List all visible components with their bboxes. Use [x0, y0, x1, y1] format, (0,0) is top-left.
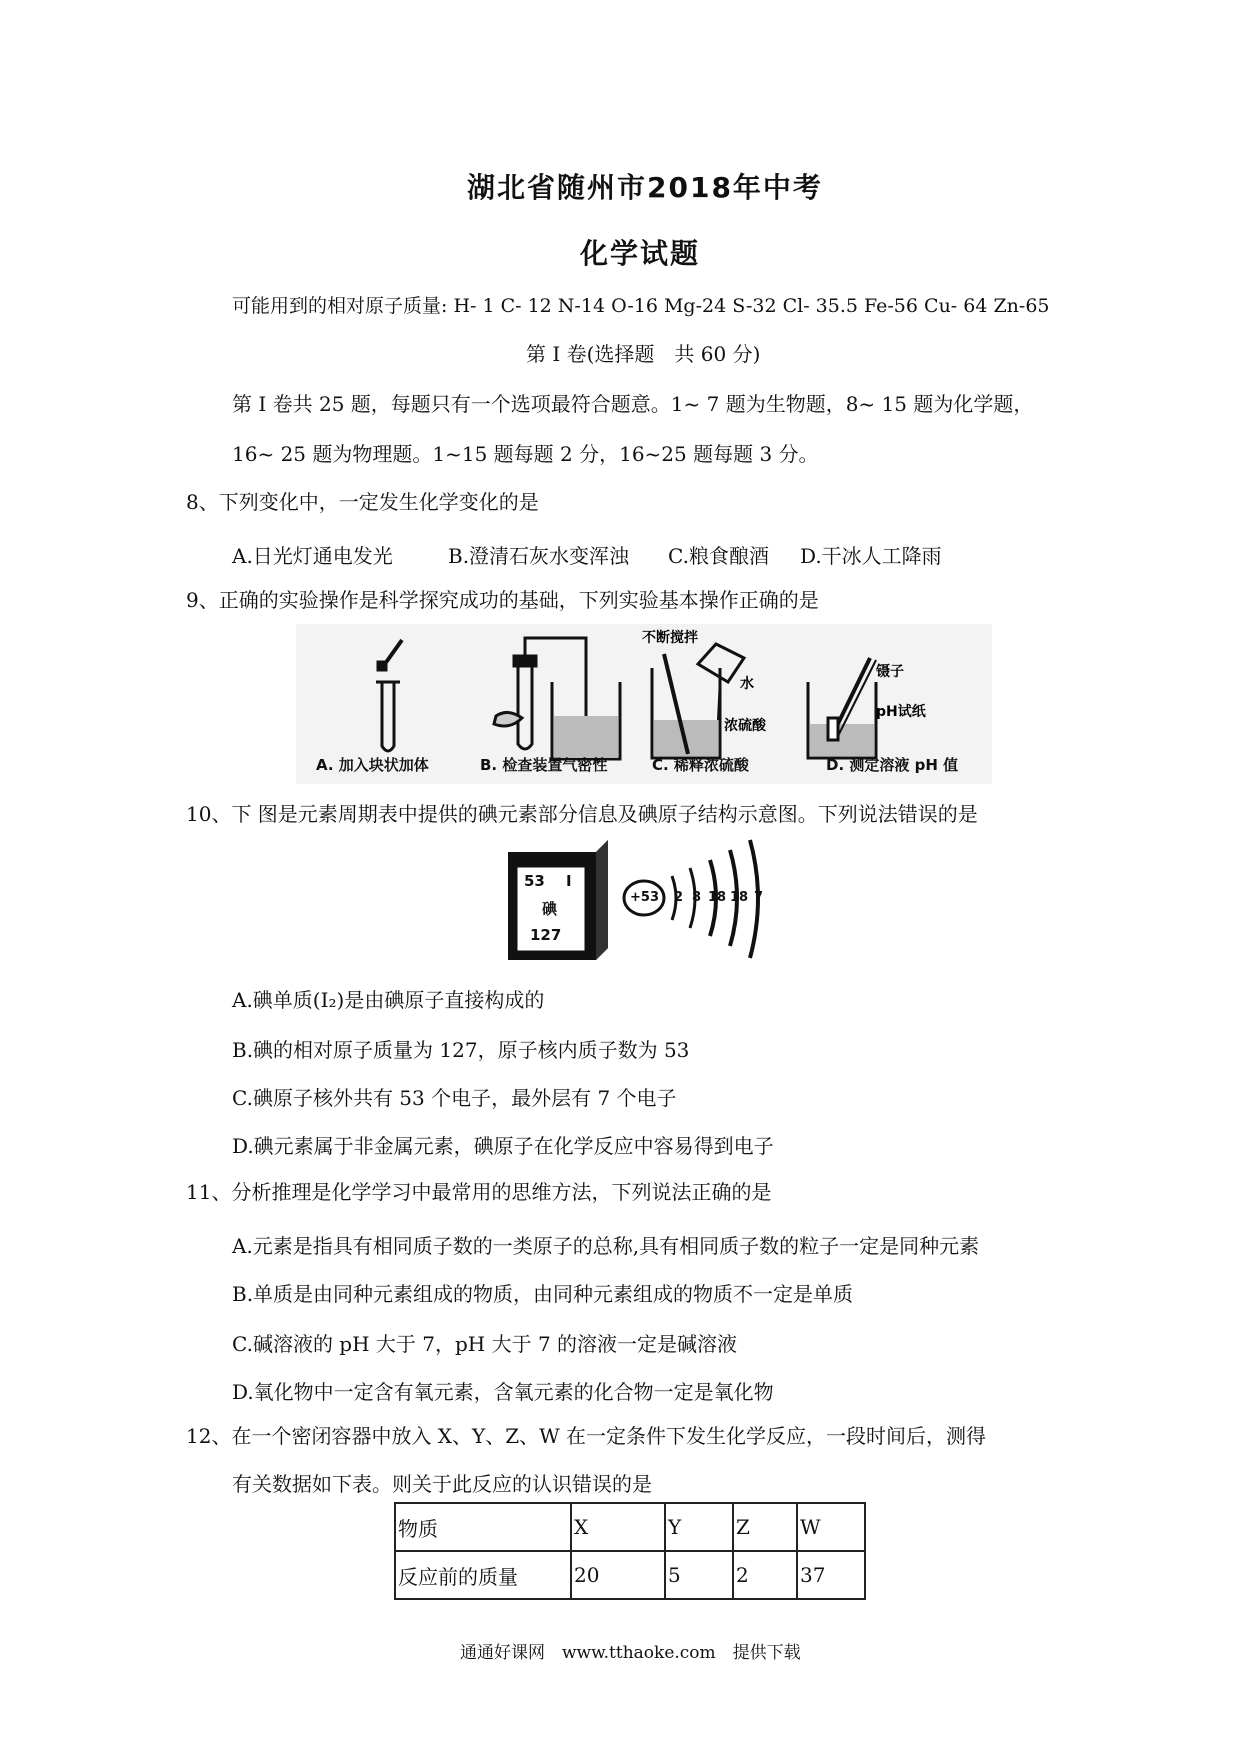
q10-stem: 10、下 图是元素周期表中提供的碘元素部分信息及碘原子结构示意图。下列说法错误的是: [186, 802, 978, 826]
label-concentrated-acid: 浓硫酸: [724, 718, 766, 734]
shell-2-count: 8: [692, 890, 702, 905]
test-tube-drawing-a: [376, 640, 402, 751]
q8-option-a: A.日光灯通电发光: [232, 544, 393, 568]
q10-option-a: A.碘单质(I₂)是由碘原子直接构成的: [232, 988, 545, 1012]
caption-b: B. 检查装置气密性: [480, 756, 608, 774]
instructions-line-1: 第 I 卷共 25 题，每题只有一个选项最符合题意。1~ 7 题为生物题，8~ 15 题为化学题，: [232, 392, 1034, 416]
table-cell: 2: [733, 1551, 797, 1599]
table-cell: Y: [665, 1503, 733, 1551]
q12-stem-line-2: 有关数据如下表。则关于此反应的认识错误的是: [232, 1472, 652, 1496]
table-cell: 20: [571, 1551, 665, 1599]
q10-option-b: B.碘的相对原子质量为 127，原子核内质子数为 53: [232, 1038, 690, 1062]
section-title: 第 I 卷(选择题 共 60 分): [526, 342, 761, 366]
table-header-row: [395, 1503, 865, 1551]
element-atomic-number: 53: [524, 872, 545, 890]
q10-option-d: D.碘元素属于非金属元素，碘原子在化学反应中容易得到电子: [232, 1134, 774, 1158]
q11-option-a: A.元素是指具有相同质子数的一类原子的总称,具有相同质子数的粒子一定是同种元素: [232, 1234, 980, 1258]
q11-stem: 11、分析推理是化学学习中最常用的思维方法，下列说法正确的是: [186, 1180, 772, 1204]
airtightness-drawing-b: [494, 638, 620, 759]
atomic-mass-line: 可能用到的相对原子质量: H- 1 C- 12 N-14 O-16 Mg-24 S-32 Cl- 35.5 Fe-56 Cu- 64 Zn-65: [232, 295, 1050, 317]
shell-3-count: 18: [708, 890, 727, 905]
shell-1-count: 2: [674, 890, 684, 905]
element-symbol: I: [566, 872, 572, 890]
element-mass: 127: [530, 926, 562, 944]
dilution-drawing-c: [652, 644, 744, 758]
q11-option-d: D.氧化物中一定含有氧元素，含氧元素的化合物一定是氧化物: [232, 1380, 774, 1404]
exam-title: 湖北省随州市2018年中考: [467, 171, 823, 204]
shell-4-count: 18: [730, 890, 749, 905]
q8-option-b: B.澄清石灰水变浑浊: [448, 544, 630, 568]
caption-d: D. 测定溶液 pH 值: [826, 756, 959, 774]
iodine-figure: [504, 836, 772, 966]
lab-operations-figure: [296, 624, 992, 784]
shell-5-count: 7: [754, 890, 764, 905]
table-cell: 物质: [395, 1503, 571, 1551]
q11-option-c: C.碱溶液的 pH 大于 7，pH 大于 7 的溶液一定是碱溶液: [232, 1332, 738, 1356]
table-cell: Z: [733, 1503, 797, 1551]
caption-a: A. 加入块状加体: [316, 756, 429, 774]
table-cell: X: [571, 1503, 665, 1551]
q8-stem: 8、下列变化中，一定发生化学变化的是: [186, 490, 539, 514]
element-name: 碘: [542, 900, 558, 918]
ph-drawing-d: [808, 658, 876, 758]
label-tweezers: 镊子: [876, 664, 904, 680]
q10-option-c: C.碘原子核外共有 53 个电子，最外层有 7 个电子: [232, 1086, 677, 1110]
q8-option-d: D.干冰人工降雨: [800, 544, 942, 568]
footer-text: 通通好课网 www.tthaoke.com 提供下载: [460, 1643, 801, 1663]
table-row: [395, 1551, 865, 1599]
instructions-line-2: 16~ 25 题为物理题。1~15 题每题 2 分，16~25 题每题 3 分。: [232, 442, 819, 466]
reaction-data-table: [394, 1502, 866, 1600]
q11-option-b: B.单质是由同种元素组成的物质，由同种元素组成的物质不一定是单质: [232, 1282, 854, 1306]
label-ph-paper: pH试纸: [876, 704, 926, 720]
q8-option-c: C.粮食酿酒: [668, 544, 769, 568]
label-water: 水: [740, 676, 754, 692]
table-cell: W: [797, 1503, 865, 1551]
q9-stem: 9、正确的实验操作是科学探究成功的基础，下列实验基本操作正确的是: [186, 588, 819, 612]
nucleus-charge: +53: [630, 890, 659, 905]
q12-stem-line-1: 12、在一个密闭容器中放入 X、Y、Z、W 在一定条件下发生化学反应，一段时间后，测得: [186, 1424, 987, 1448]
exam-subtitle: 化学试题: [580, 237, 701, 270]
table-cell: 37: [797, 1551, 865, 1599]
label-stir: 不断搅拌: [642, 630, 698, 646]
caption-c: C. 稀释浓硫酸: [652, 756, 749, 774]
table-cell: 反应前的质量: [395, 1551, 571, 1599]
table-cell: 5: [665, 1551, 733, 1599]
